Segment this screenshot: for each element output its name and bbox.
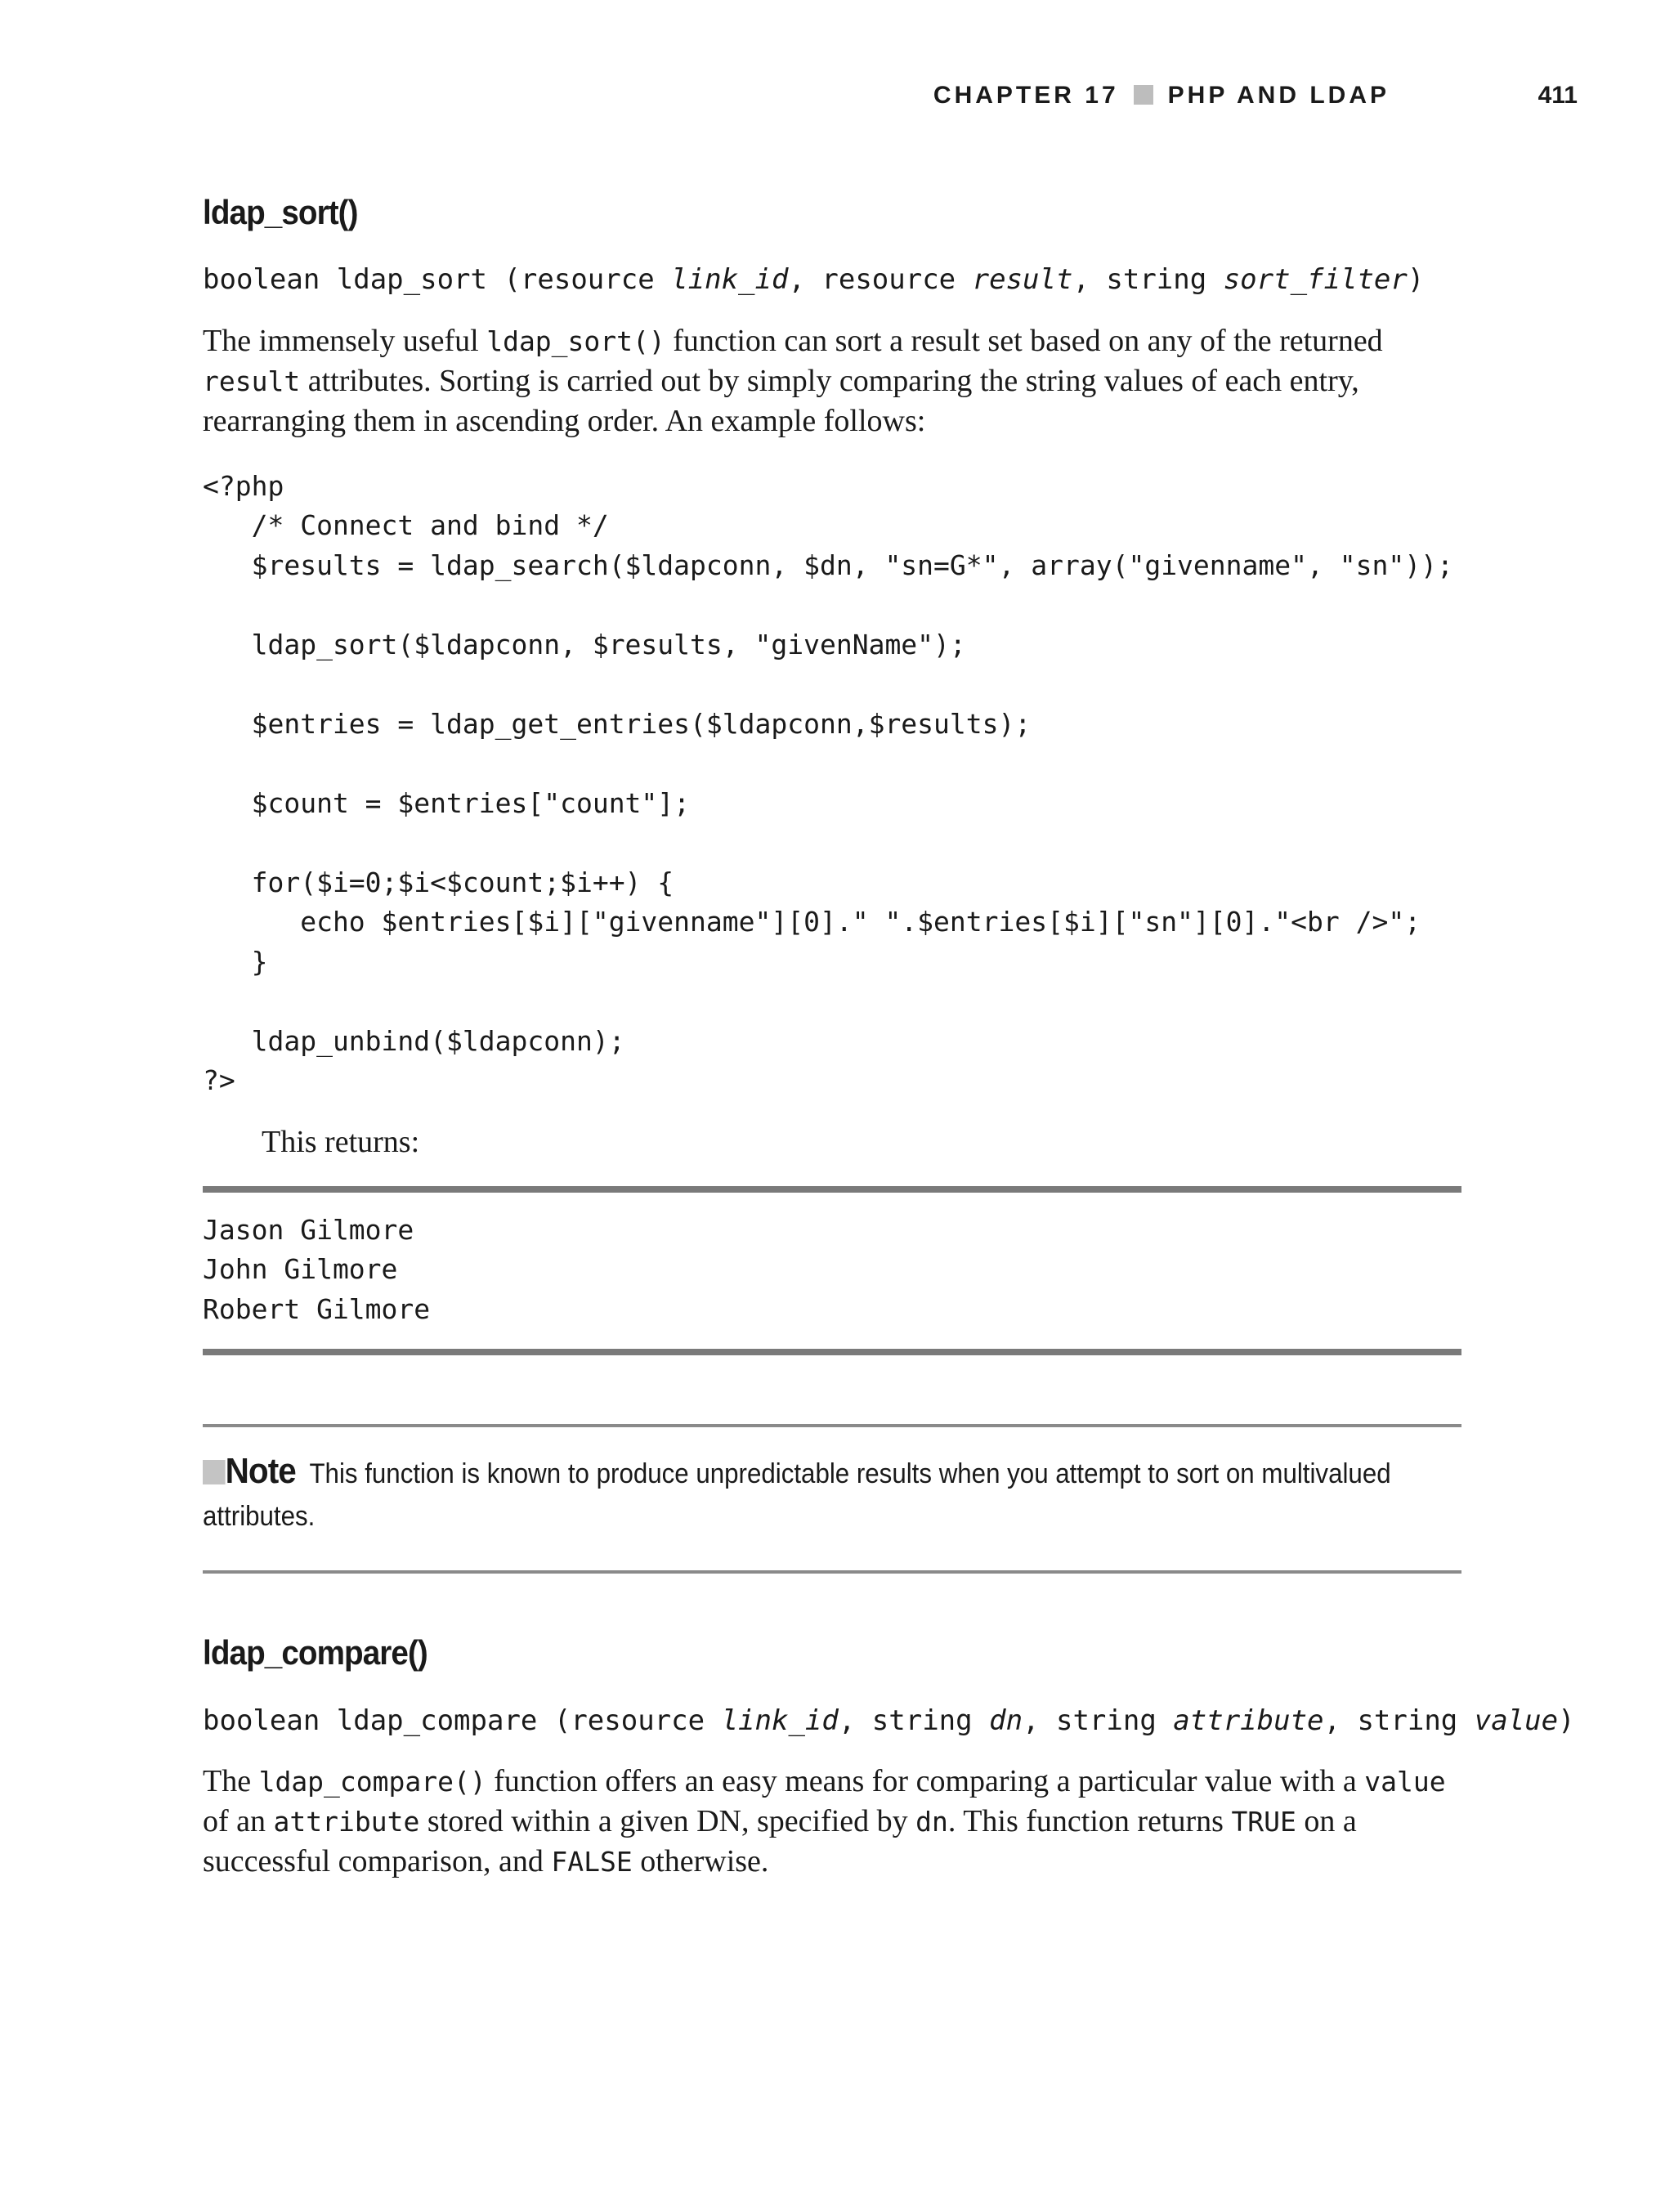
signature-text: , string	[838, 1704, 990, 1737]
code-listing: <?php /* Connect and bind */ $results = ldap_search($ldapconn, $dn, "sn=G*", array("givenname", "sn")); ldap_sort($ldapconn, $results, "givenName"); $entries = ldap_get_entries($ldapconn,$results); $count = $entries["count"]; for($i=0;$i<$count;$i++) { echo $entries[$i]["givenname"][0]." ".$entries[$i]["sn"][0]."<br />"; } ldap_unbind($ldapconn); ?>	[203, 469, 1453, 1097]
square-bullet-icon	[1134, 85, 1153, 105]
body-text: . This function returns	[947, 1804, 1232, 1839]
page-number: 411	[1537, 82, 1578, 109]
signature-param: result	[972, 263, 1073, 297]
page-content	[203, 192, 1575, 1913]
body-text: on a successful comparison, and	[203, 1804, 1357, 1879]
inline-code: dn	[915, 1806, 948, 1838]
body-text: stored within a given DN, specified by	[419, 1804, 916, 1839]
output-box	[203, 1186, 1461, 1356]
chapter-label: CHAPTER 17	[933, 82, 1119, 109]
inline-code: FALSE	[551, 1846, 633, 1878]
description-paragraph-ldap-sort	[203, 321, 1461, 441]
running-header-chapter	[933, 82, 1390, 110]
function-signature-ldap-compare	[203, 1702, 1575, 1741]
signature-text: , string	[1323, 1704, 1475, 1737]
signature-text: , string	[1023, 1704, 1174, 1737]
signature-text: boolean ldap_sort (resource	[203, 263, 672, 297]
note-label: Note	[225, 1451, 296, 1492]
signature-param: dn	[989, 1704, 1023, 1737]
body-text: function can sort a result set based on any of the returned	[665, 323, 1383, 358]
signature-param: link_id	[721, 1704, 839, 1737]
description-paragraph-ldap-compare	[203, 1762, 1461, 1882]
note-square-icon	[203, 1460, 226, 1484]
signature-param: sort_filter	[1223, 263, 1408, 297]
body-text: The	[203, 1764, 259, 1799]
chapter-title: PHP AND LDAP	[1167, 82, 1390, 109]
signature-text: boolean ldap_compare (resource	[203, 1704, 722, 1737]
inline-code: ldap_sort()	[486, 325, 665, 357]
signature-param: link_id	[671, 263, 789, 297]
inline-code: attribute	[273, 1806, 420, 1838]
signature-text: )	[1558, 1704, 1575, 1737]
signature-param: attribute	[1173, 1704, 1324, 1737]
inline-code: TRUE	[1231, 1806, 1296, 1838]
section-heading-ldap-sort: ldap_sort()	[203, 193, 358, 231]
signature-text: , resource	[788, 263, 973, 297]
function-signature-ldap-sort	[203, 261, 1461, 300]
body-text: function offers an easy means for comparing a particular value with a	[486, 1764, 1365, 1799]
inline-code: value	[1364, 1766, 1446, 1798]
body-text: attributes. Sorting is carried out by simply comparing the string values of each entry, rearranging them in ascending order. An example follows:	[203, 363, 1359, 438]
inline-code: ldap_compare()	[258, 1766, 486, 1798]
inline-code: result	[203, 365, 301, 397]
running-header	[933, 82, 1578, 123]
signature-text: , string	[1072, 263, 1224, 297]
signature-text: )	[1407, 263, 1425, 297]
output-listing: Jason Gilmore John Gilmore Robert Gilmore	[203, 1213, 431, 1325]
body-text: of an	[203, 1804, 274, 1839]
body-text: otherwise.	[632, 1844, 769, 1879]
note-text	[203, 1450, 1461, 1538]
returns-label: This returns:	[262, 1124, 420, 1159]
body-text: The immensely useful	[203, 323, 487, 358]
section-heading-ldap-compare: ldap_compare()	[203, 1633, 427, 1672]
section-ldap-compare	[203, 1632, 1575, 1882]
note-box	[203, 1424, 1461, 1574]
note-body: This function is known to produce unpredictable results when you attempt to sort on multivalued attributes.	[203, 1458, 1391, 1533]
signature-param: value	[1474, 1704, 1559, 1737]
